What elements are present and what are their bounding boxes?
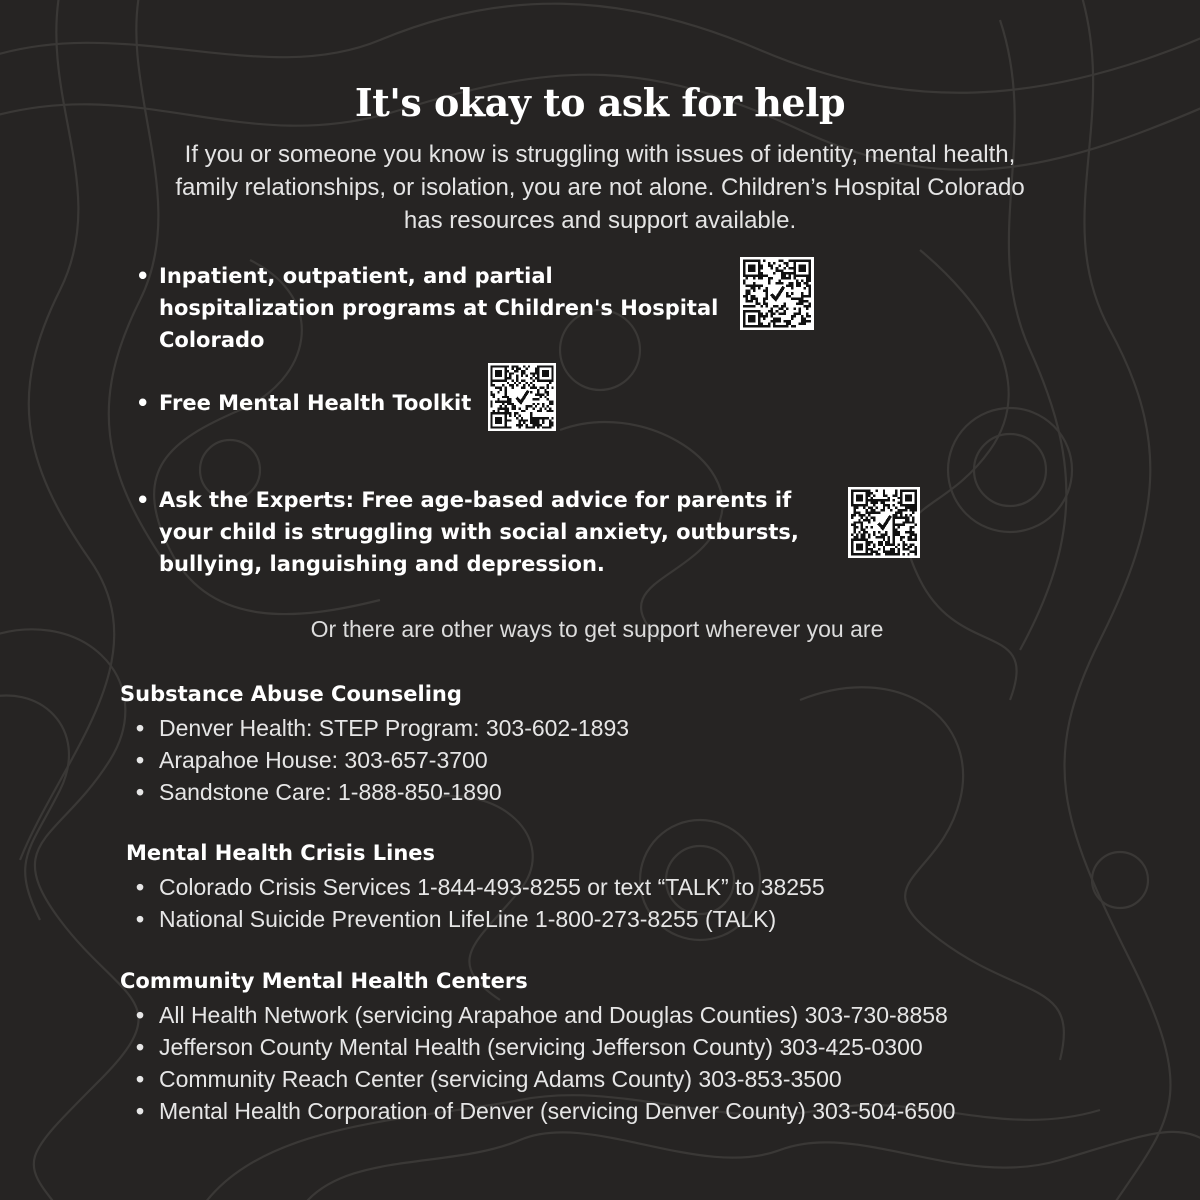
section-title-community-centers: Community Mental Health Centers: [120, 969, 528, 993]
resource-label: Inpatient, outpatient, and partial hospitalization programs at Children's Hospital Colorado: [159, 264, 719, 352]
list-item: • National Suicide Prevention LifeLine 1-800-273-8255 (TALK): [136, 906, 777, 932]
resource-ask-experts: • Ask the Experts: Free age-based advice for parents if your child is struggling with social anxiety, outbursts, bullying, languishing and depression.: [136, 484, 826, 580]
resource-toolkit: • Free Mental Health Toolkit: [136, 387, 476, 419]
other-ways-text: Or there are other ways to get support wherever you are: [310, 616, 884, 642]
crisis-lines-list: [136, 871, 825, 935]
list-item: • Sandstone Care: 1-888-850-1890: [136, 779, 502, 805]
section-title-crisis-lines: Mental Health Crisis Lines: [126, 841, 436, 865]
qr-code-icon[interactable]: [740, 257, 814, 330]
resource-hospital-programs: • Inpatient, outpatient, and partial hospitalization programs at Children's Hospital Colorado: [136, 260, 726, 356]
community-centers-list: [136, 999, 955, 1127]
list-item: • Mental Health Corporation of Denver (servicing Denver County) 303-504-6500: [136, 1098, 956, 1124]
page-title: It's okay to ask for help: [354, 80, 846, 125]
resource-label: Free Mental Health Toolkit: [159, 391, 472, 415]
list-item: • Arapahoe House: 303-657-3700: [136, 747, 488, 773]
list-item: • Colorado Crisis Services 1-844-493-8255 or text “TALK” to 38255: [136, 874, 825, 900]
intro-paragraph: If you or someone you know is struggling with issues of identity, mental health, family relationships, or isolation, you are not alone. Children’s Hospital Colorado has resources and support available.: [175, 141, 1025, 234]
qr-code-icon[interactable]: [848, 487, 920, 558]
substance-abuse-list: [136, 712, 629, 808]
resource-label: Ask the Experts: Free age-based advice for parents if your child is struggling with social anxiety, outbursts, bullying, languishing and depression.: [159, 488, 799, 576]
list-item: • All Health Network (servicing Arapahoe and Douglas Counties) 303-730-8858: [136, 1002, 948, 1028]
list-item: • Denver Health: STEP Program: 303-602-1893: [136, 715, 630, 741]
section-title-substance-abuse: Substance Abuse Counseling: [120, 682, 462, 706]
list-item: • Jefferson County Mental Health (servicing Jefferson County) 303-425-0300: [136, 1034, 923, 1060]
qr-code-icon[interactable]: [488, 363, 556, 431]
list-item: • Community Reach Center (servicing Adams County) 303-853-3500: [136, 1066, 842, 1092]
